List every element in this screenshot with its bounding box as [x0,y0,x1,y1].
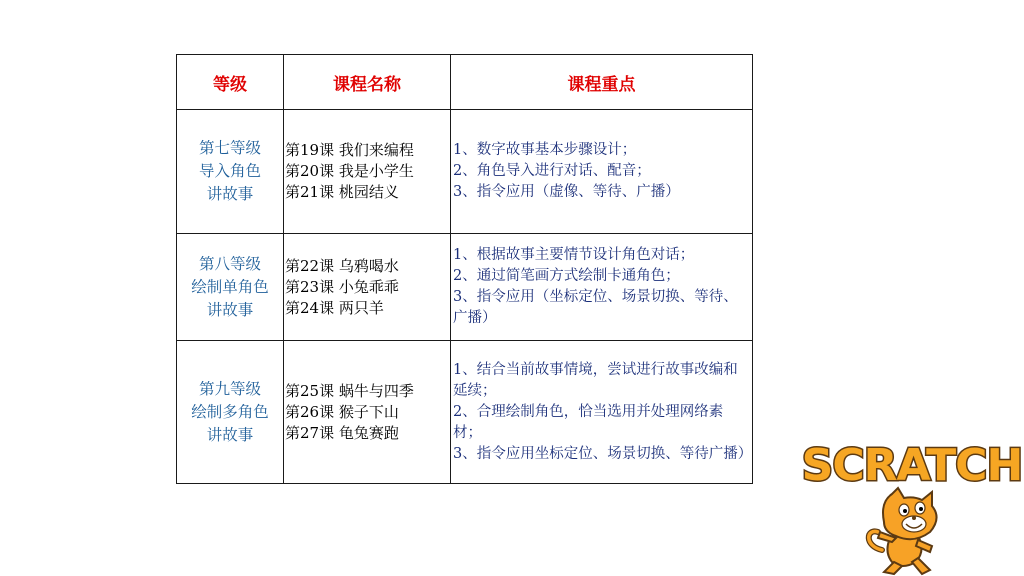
level-line: 讲故事 [206,300,254,319]
level-cell [177,341,284,484]
lesson-item: 第26课 猴子下山 [285,402,399,421]
table-row [177,234,753,341]
focus-item: 1、数字故事基本步骤设计； [453,142,637,158]
level-cell [177,234,284,341]
lesson-item: 第22课 乌鸦喝水 [285,256,399,275]
header-level: 等级 [177,55,284,110]
course-table [176,54,753,484]
focus-item: 2、角色导入进行对话、配音； [453,163,651,179]
level-line: 绘制多角色 [191,402,269,421]
focus-item: 1、根据故事主要情节设计角色对话； [453,247,695,263]
scratch-logo [800,430,1024,576]
lesson-item: 第24课 两只羊 [285,298,384,317]
scratch-wordmark: SCRATCH [801,440,1023,491]
focus-cell [451,234,753,341]
level-line: 导入角色 [198,162,261,180]
lesson-item: 第27课 龟兔赛跑 [285,423,399,442]
level-line: 讲故事 [206,425,254,444]
lessons-cell [284,234,451,341]
focus-item: 3、指令应用坐标定位、场景切换、等待广播） [453,445,753,462]
level-line: 讲故事 [206,185,254,203]
level-line: 第八等级 [198,254,261,273]
level-line: 第九等级 [198,379,261,398]
focus-item: 2、合理绘制角色，恰当选用并处理网络素材； [453,403,724,441]
scratch-cat-icon [869,488,937,574]
header-course-focus: 课程重点 [451,55,753,110]
header-row [177,55,753,110]
lesson-item: 第25课 蜗牛与四季 [285,381,414,400]
header-course-name: 课程名称 [284,55,451,110]
lesson-item: 第19课 我们来编程 [285,141,414,159]
level-line: 绘制单角色 [191,277,269,296]
focus-cell [451,341,753,484]
lesson-item: 第20课 我是小学生 [285,162,414,180]
lessons-cell [284,341,451,484]
lesson-item: 第21课 桃园结义 [285,183,399,201]
focus-item: 1、结合当前故事情境，尝试进行故事改编和延续； [453,361,738,399]
level-cell [177,110,284,234]
table-row [177,341,753,484]
level-line: 第七等级 [198,139,261,157]
focus-item: 3、指令应用（坐标定位、场景切换、等待、广播） [453,289,738,326]
lessons-cell [284,110,451,234]
focus-cell [451,110,753,234]
lesson-item: 第23课 小兔乖乖 [285,277,399,296]
focus-item: 3、指令应用（虚像、等待、广播） [453,184,680,200]
table-row [177,110,753,234]
focus-item: 2、通过简笔画方式绘制卡通角色； [453,268,680,284]
